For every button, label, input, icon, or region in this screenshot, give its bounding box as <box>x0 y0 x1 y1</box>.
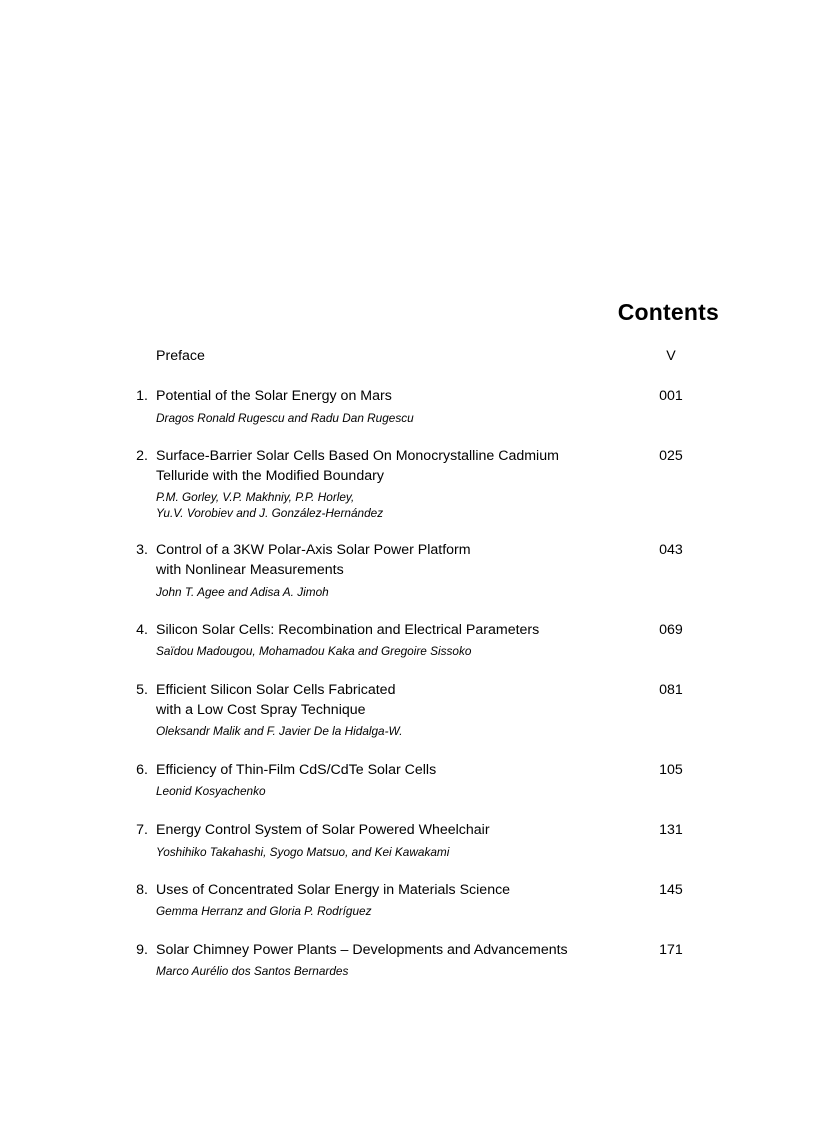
toc-entry-page: 001 <box>659 388 683 404</box>
toc-entry-number: 7. <box>136 822 148 838</box>
toc-entry-page: 171 <box>659 942 683 958</box>
page-title: Contents <box>617 299 719 325</box>
toc-entry-title[interactable]: Uses of Concentrated Solar Energy in Materials Science <box>156 882 511 898</box>
toc-entry-number: 2. <box>136 448 148 464</box>
toc-entry-authors: Leonid Kosyachenko <box>156 784 266 798</box>
toc-entry-authors: P.M. Gorley, V.P. Makhniy, P.P. Horley, <box>156 490 355 504</box>
toc-entry-authors: Marco Aurélio dos Santos Bernardes <box>156 964 349 978</box>
toc-entry-page: 081 <box>659 682 683 698</box>
toc-entry-title[interactable]: Surface-Barrier Solar Cells Based On Monocrystalline Cadmium <box>156 448 559 464</box>
toc-entry-page: 131 <box>659 822 683 838</box>
toc-entry-title[interactable]: Solar Chimney Power Plants – Developments and Advancements <box>156 942 568 958</box>
toc-preface-title[interactable]: Preface <box>156 348 205 364</box>
toc-entry-title[interactable]: Efficient Silicon Solar Cells Fabricated <box>156 682 396 698</box>
toc-entry-number: 6. <box>136 762 148 778</box>
toc-entry-title-continued[interactable]: with a Low Cost Spray Technique <box>156 702 366 718</box>
toc-entry-number: 9. <box>136 942 148 958</box>
toc-entry-authors: John T. Agee and Adisa A. Jimoh <box>156 585 329 599</box>
toc-entry-authors-continued: Yu.V. Vorobiev and J. González-Hernández <box>156 506 384 520</box>
toc-entry-title[interactable]: Control of a 3KW Polar-Axis Solar Power Platform <box>156 542 471 558</box>
toc-entry-authors: Yoshihiko Takahashi, Syogo Matsuo, and Kei Kawakami <box>156 845 450 859</box>
toc-entry-page: 105 <box>659 762 683 778</box>
toc-entry-number: 3. <box>136 542 148 558</box>
toc-entry-title-continued[interactable]: with Nonlinear Measurements <box>156 562 344 578</box>
toc-entry-authors: Gemma Herranz and Gloria P. Rodríguez <box>156 904 372 918</box>
toc-entry-page: 145 <box>659 882 683 898</box>
toc-entry-number: 8. <box>136 882 148 898</box>
toc-entry-page: 069 <box>659 622 683 638</box>
toc-entry-authors: Oleksandr Malik and F. Javier De la Hidalga-W. <box>156 724 403 738</box>
toc-entry-number: 5. <box>136 682 148 698</box>
toc-entry-title-continued[interactable]: Telluride with the Modified Boundary <box>156 468 384 484</box>
toc-entry-page: 043 <box>659 542 683 558</box>
toc-entry-authors: Dragos Ronald Rugescu and Radu Dan Rugescu <box>156 411 414 425</box>
toc-entry-title[interactable]: Potential of the Solar Energy on Mars <box>156 388 392 404</box>
toc-entry-page: 025 <box>659 448 683 464</box>
toc-entry-title[interactable]: Silicon Solar Cells: Recombination and Electrical Parameters <box>156 622 540 638</box>
toc-entry-number: 1. <box>136 388 148 404</box>
toc-entry-title[interactable]: Energy Control System of Solar Powered Wheelchair <box>156 822 490 838</box>
toc-entry-number: 4. <box>136 622 148 638</box>
toc-entry-authors: Saïdou Madougou, Mohamadou Kaka and Gregoire Sissoko <box>156 644 472 658</box>
toc-entry-title[interactable]: Efficiency of Thin-Film CdS/CdTe Solar Cells <box>156 762 437 778</box>
toc-preface-page: V <box>666 348 676 364</box>
